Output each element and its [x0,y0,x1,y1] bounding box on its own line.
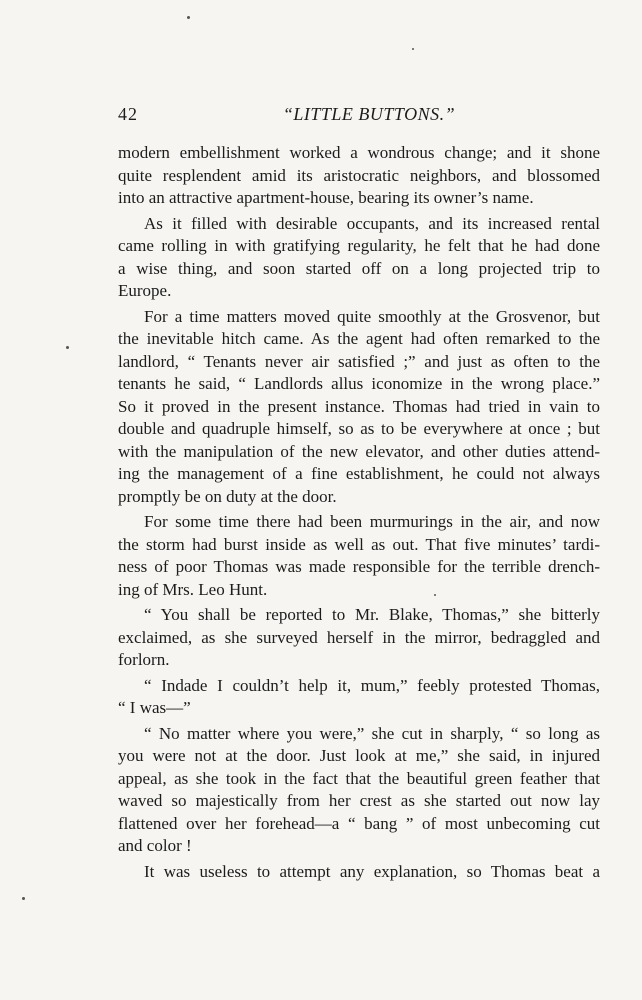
text-line: exclaimed, as she surveyed herself in the mirror, bedraggled and [118,627,600,647]
paragraph [118,511,600,601]
text-line: ing of Mrs. Leo Hunt. [118,579,268,599]
print-speck [412,48,414,50]
text-line: “ No matter where you were,” she cut in sharply, “ so long as [144,723,600,743]
text-line: modern embellishment worked a wondrous change; and it shone [118,143,600,162]
text-line: and color ! [118,836,192,855]
text-line: “ I was—” [118,698,191,717]
text-line: So it proved in the present instance. Thomas had tried in vain to [118,396,600,416]
text-line: waved so majestically from her crest as she started out now lay [118,791,600,810]
print-speck [187,16,190,19]
text-line: As it filled with desirable occupants, and its increased rental [144,213,600,233]
text-line: “ You shall be reported to Mr. Blake, Thomas,” she bitterly [144,605,600,624]
text-line: ing the management of a fine establishment, he could not always [118,464,600,483]
body-text [118,142,600,883]
text-line: came rolling in with gratifying regularity, he felt that he had done [118,236,600,255]
text-line: “ Indade I couldn’t help it, mum,” feebly protested Thomas, [144,675,600,695]
text-line: you were not at the door. Just look at me,” she said, in injured [118,746,600,765]
text-line: For a time matters moved quite smoothly at the Grosvenor, but [144,306,600,326]
paragraph [118,142,600,210]
print-speck [22,897,25,900]
page-number: 42 [118,104,138,124]
text-line: the inevitable hitch came. As the agent had often remarked to the [118,329,600,348]
paragraph [118,861,600,884]
text-line: double and quadruple himself, so as to be everywhere at once ; but [118,419,600,438]
paragraph [118,213,600,303]
text-line: flattened over her forehead—a “ bang ” of most unbecoming cut [118,813,600,833]
text-line: appeal, as she took in the fact that the beautiful green feather that [118,768,600,788]
running-header [118,104,600,134]
paragraph [118,675,600,720]
text-line: promptly be on duty at the door. [118,486,337,506]
print-speck [434,594,436,596]
text-line: For some time there had been murmurings in the air, and now [144,512,600,531]
text-line: landlord, “ Tenants never air satisfied ;” and just as often to the [118,351,600,371]
text-line: into an attractive apartment-house, bearing its owner’s name. [118,188,534,207]
print-speck [66,346,69,349]
text-line: ness of poor Thomas was made responsible for the terrible drench- [118,557,600,576]
paragraph [118,604,600,672]
running-title: “LITTLE BUTTONS.” [282,104,456,124]
text-line: Europe. [118,281,172,300]
paragraph [118,723,600,858]
text-line: It was useless to attempt any explanation, so Thomas beat a [144,861,600,881]
text-line: forlorn. [118,650,170,669]
text-line: with the manipulation of the new elevator, and other duties attend- [118,441,600,461]
paragraph [118,306,600,509]
text-line: tenants he said, “ Landlords allus iconomize in the wrong place.” [118,374,600,393]
text-line: quite resplendent amid its aristocratic neighbors, and blossomed [118,165,600,185]
text-line: the storm had burst inside as well as out. That five minutes’ tardi- [118,534,600,554]
text-line: a wise thing, and soon started off on a long projected trip to [118,258,600,278]
